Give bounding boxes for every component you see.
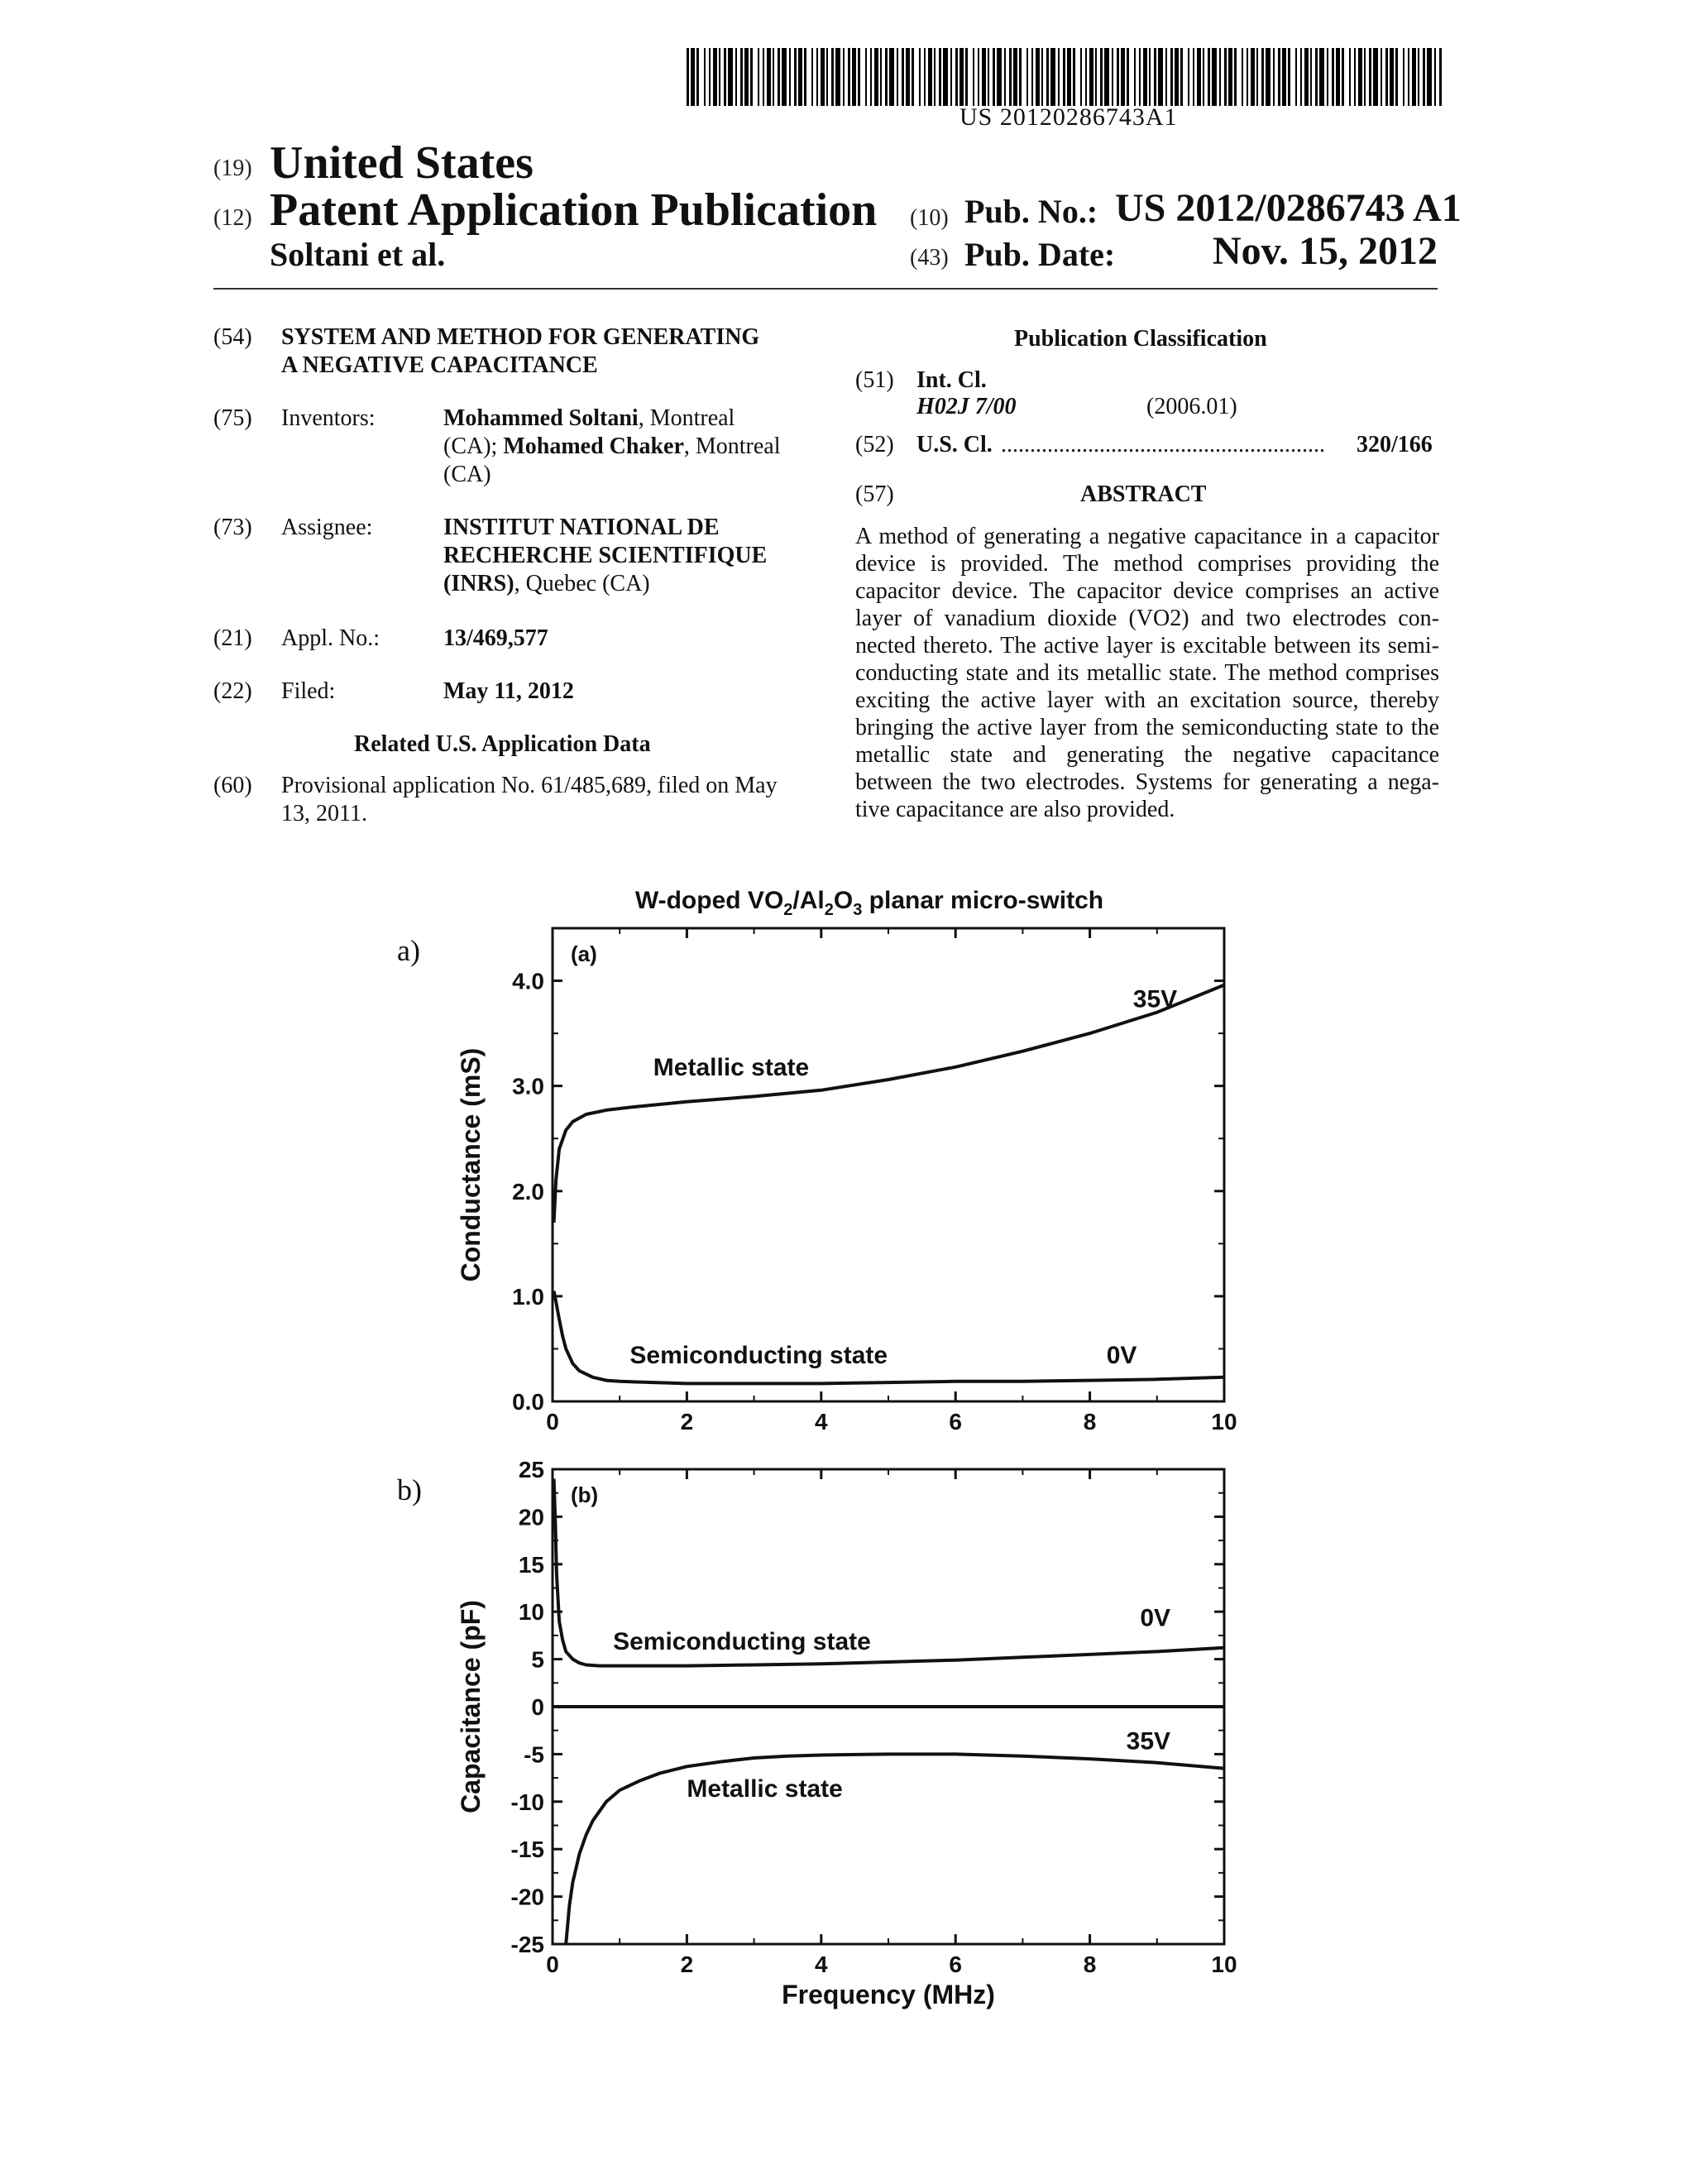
inventor-2-name: Mohamed Chaker [503,433,684,459]
code-12: (12) [213,205,252,231]
chart-b [456,1457,1237,2009]
filed-label: Filed: [281,678,336,704]
y-tick-label: 4.0 [512,968,544,994]
assignee-line-1: INSTITUT NATIONAL DE [443,515,720,540]
barcode-number: US 20120286743A1 [959,103,1178,131]
annotation: 35V [1126,1727,1171,1755]
pub-date-label: Pub. Date: [964,236,1116,273]
x-axis-label: Frequency (MHz) [782,1980,995,2009]
x-tick-label: 4 [815,1409,828,1434]
inventor-1-name: Mohammed Soltani [443,405,639,431]
code-73: (73) [213,515,252,540]
intcl-label: Int. Cl. [916,367,987,393]
abstract-line: metallic state and generating the negative capacitance [855,742,1439,768]
provisional-line-1: Provisional application No. 61/485,689, filed on May [281,773,778,798]
pub-no-value: US 2012/0286743 A1 [1115,186,1462,230]
pub-date-value: Nov. 15, 2012 [1213,229,1438,273]
inventor-2-city: , Montreal [683,433,781,459]
abstract-line: device is provided. The method comprises providing the [855,551,1439,577]
abstract-line: conducting state and its metallic state. The method comprises [855,660,1439,686]
code-19: (19) [213,156,252,181]
y-axis-label: Conductance (mS) [456,1047,486,1282]
abstract-line: tive capacitance are also provided. [855,797,1175,822]
y-tick-label: 3.0 [512,1073,544,1099]
series-line-2 [566,1754,1224,1944]
inventor-1-country: (CA); [443,433,504,459]
chart-a [456,928,1237,1434]
provisional-line-2: 13, 2011. [281,801,367,826]
x-tick-label: 10 [1211,1952,1237,1977]
classification-heading: Publication Classification [1014,326,1267,352]
code-43: (43) [910,245,949,271]
x-tick-label: 8 [1083,1409,1097,1434]
code-51: (51) [855,367,894,393]
assignee-label: Assignee: [281,515,373,540]
abstract-line: nected thereto. The active layer is excitable between its semi- [855,633,1439,659]
uscl-dots: ........................................................ [1001,432,1325,457]
y-tick-label: 0.0 [512,1389,544,1415]
code-22: (22) [213,678,252,704]
panel-label: (a) [571,941,597,966]
assignee-line-2: RECHERCHE SCIENTIFIQUE [443,543,768,568]
annotation: 35V [1132,985,1178,1013]
assignee-abbrev: (INRS) [443,571,514,596]
y-tick-label: 10 [518,1599,544,1626]
x-tick-label: 0 [546,1952,559,1977]
y-tick-label: -15 [510,1837,544,1863]
annotation: Semiconducting state [613,1628,871,1656]
code-60: (60) [213,773,252,798]
abstract-line: exciting the active layer with an excitation source, thereby [855,687,1439,713]
inventor-2-country: (CA) [443,462,491,487]
uscl-value: 320/166 [1357,432,1433,457]
x-tick-label: 6 [949,1952,962,1977]
annotation: Metallic state [653,1053,810,1081]
abstract-line: bringing the active layer from the semiconducting state to the [855,715,1439,740]
y-tick-label: 0 [531,1694,544,1720]
series-line-0 [554,985,1224,1223]
y-tick-label: -25 [510,1932,544,1957]
x-tick-label: 0 [546,1409,559,1434]
figure-label-a: a) [397,934,420,967]
assignee-location: , Quebec (CA) [514,571,650,596]
country-title: United States [270,137,534,189]
panel-label: (b) [571,1482,599,1507]
abstract-heading: ABSTRACT [1080,481,1207,507]
annotation: Semiconducting state [629,1342,888,1370]
figure-label-b: b) [397,1473,422,1506]
y-tick-label: 25 [518,1457,544,1482]
plot-frame [553,928,1224,1401]
abstract-line: capacitor device. The capacitor device comprises an active [855,578,1439,604]
inventor-1-city: , Montreal [638,405,735,431]
inventor-short: Soltani et al. [270,236,446,273]
x-tick-label: 4 [815,1952,828,1977]
code-10: (10) [910,205,949,231]
appl-value: 13/469,577 [443,625,548,651]
abstract-line: A method of generating a negative capacitance in a capacitor [855,524,1439,549]
y-tick-label: 1.0 [512,1283,544,1310]
title-line-1: SYSTEM AND METHOD FOR GENERATING [281,324,760,350]
annotation: 0V [1106,1342,1137,1370]
code-57: (57) [855,481,894,507]
figure-title: W-doped $VO_2/Al_2O_3$ planar micro-switch [634,887,1104,919]
uscl-label: U.S. Cl. [916,432,993,457]
code-52: (52) [855,432,894,457]
filed-value: May 11, 2012 [443,678,574,704]
abstract-line: layer of vanadium dioxide (VO2) and two electrodes con- [855,606,1439,631]
code-54: (54) [213,324,252,350]
x-tick-label: 2 [680,1952,694,1977]
y-tick-label: -5 [524,1741,544,1768]
y-tick-label: -10 [510,1789,544,1815]
inventors-label: Inventors: [281,405,376,431]
y-tick-label: 2.0 [512,1178,544,1205]
x-tick-label: 8 [1083,1952,1097,1977]
y-tick-label: 20 [518,1504,544,1530]
annotation: Metallic state [687,1775,843,1803]
pub-no-label: Pub. No.: [964,193,1098,230]
y-tick-label: 15 [518,1551,544,1578]
appl-label: Appl. No.: [281,625,380,651]
related-heading: Related U.S. Application Data [354,731,651,757]
intcl-year: (2006.01) [1146,394,1237,419]
abstract-line: between the two electrodes. Systems for generating a nega- [855,769,1439,795]
x-tick-label: 2 [680,1409,694,1434]
code-21: (21) [213,625,252,651]
document-type: Patent Application Publication [270,184,878,236]
y-tick-label: 5 [531,1646,544,1673]
series-line-1 [554,1291,1224,1384]
title-line-2: A NEGATIVE CAPACITANCE [281,352,598,378]
y-axis-label: Capacitance (pF) [456,1600,486,1813]
x-tick-label: 6 [949,1409,962,1434]
annotation: 0V [1140,1604,1171,1632]
code-75: (75) [213,405,252,431]
intcl-class: H02J 7/00 [916,394,1017,419]
y-tick-label: -20 [510,1884,544,1910]
x-tick-label: 10 [1211,1409,1237,1434]
